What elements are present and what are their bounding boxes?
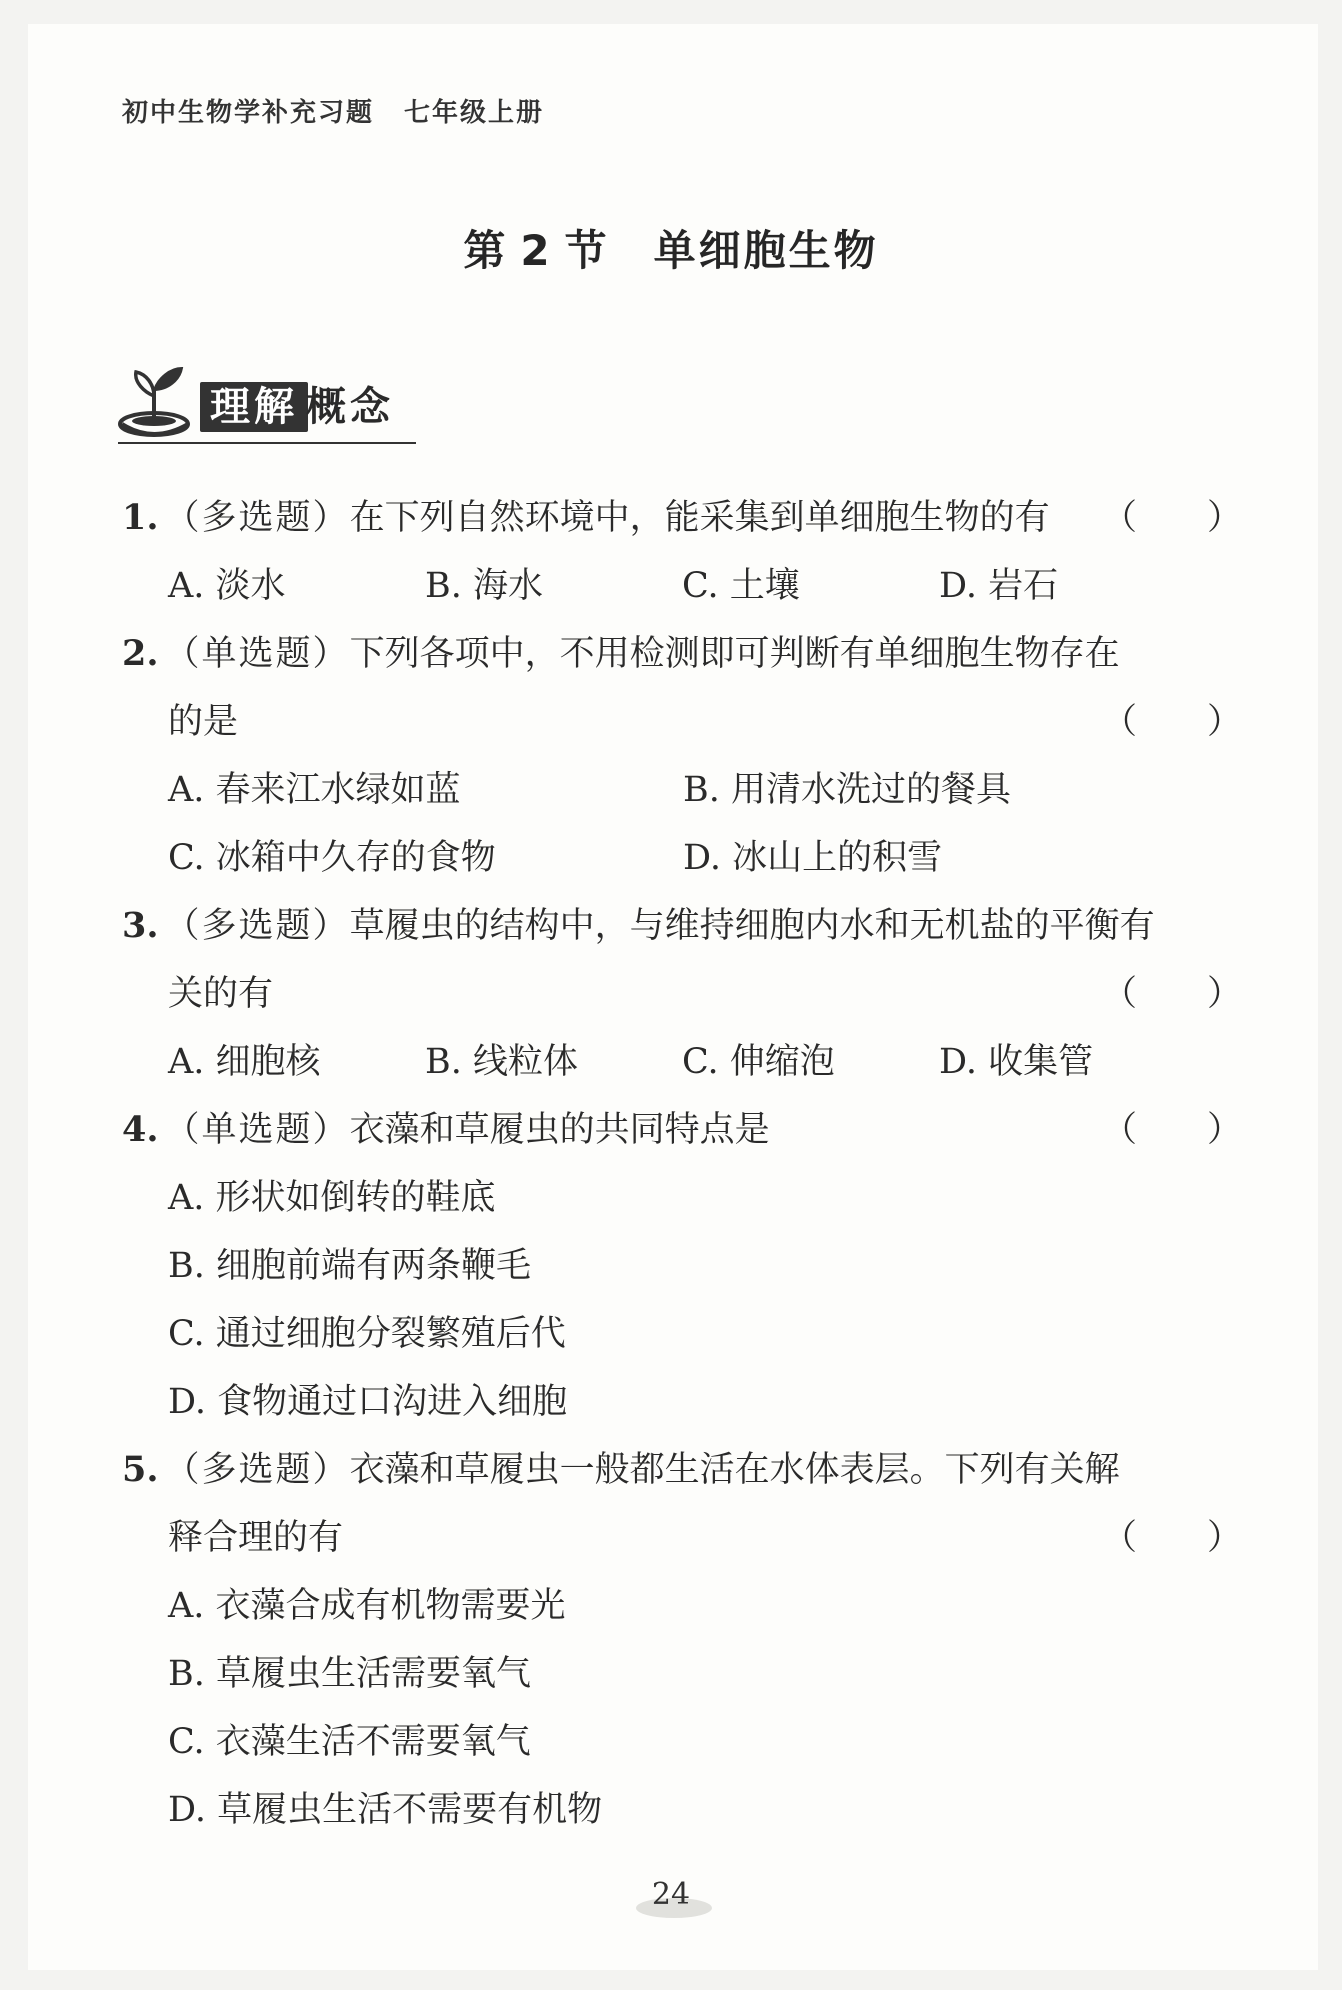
question-text: 释合理的有 [168, 1518, 344, 1558]
option-a: A. 细胞核 [168, 1042, 321, 1082]
badge-label-dark: 理解 [200, 382, 308, 432]
grade-label: 七年级上册 [404, 98, 545, 128]
section-name: 单细胞生物 [653, 226, 879, 275]
question-type: （多选题） [164, 906, 350, 946]
section-number: 2 [520, 226, 553, 275]
option-a: A. 淡水 [168, 566, 286, 606]
answer-blank: （ ） [1101, 702, 1242, 742]
option-b: B. 细胞前端有两条鞭毛 [168, 1246, 531, 1286]
option-b: B. 线粒体 [425, 1042, 578, 1082]
option-c: C. 衣藻生活不需要氧气 [168, 1722, 531, 1762]
option-b: B. 用清水洗过的餐具 [683, 770, 1011, 810]
option-b: B. 草履虫生活需要氧气 [168, 1654, 531, 1694]
question-number: 5. [122, 1449, 159, 1490]
answer-blank: （ ） [1101, 1518, 1242, 1558]
concept-badge [118, 362, 418, 448]
question-3-options [122, 1028, 1242, 1096]
section-suffix: 节 [564, 226, 610, 275]
badge-label-light: 概念 [306, 384, 394, 430]
question-text: 衣藻和草履虫的共同特点是 [349, 1110, 770, 1150]
badge-underline [118, 442, 416, 444]
question-number: 3. [122, 905, 159, 946]
question-3-stem-cont [122, 960, 1242, 1028]
option-c: C. 伸缩泡 [682, 1042, 835, 1082]
option-d: D. 冰山上的积雪 [683, 838, 943, 878]
question-type: （单选题） [164, 634, 350, 674]
question-2-options-row1 [122, 756, 1242, 824]
option-d: D. 收集管 [939, 1042, 1094, 1082]
question-5-stem [122, 1436, 1242, 1504]
seedling-in-dish-icon [118, 362, 198, 442]
question-2-stem [122, 620, 1242, 688]
option-a: A. 春来江水绿如蓝 [168, 770, 461, 810]
option-b: B. 海水 [425, 566, 543, 606]
section-prefix: 第 [463, 226, 509, 275]
answer-blank: （ ） [1101, 974, 1242, 1014]
option-c: C. 土壤 [682, 566, 800, 606]
option-d: D. 草履虫生活不需要有机物 [168, 1790, 603, 1830]
question-text: 关的有 [168, 974, 274, 1014]
question-number: 2. [122, 633, 159, 674]
option-a: A. 形状如倒转的鞋底 [168, 1178, 496, 1218]
question-4-stem [122, 1096, 1242, 1164]
question-2-stem-cont [122, 688, 1242, 756]
option-c: C. 冰箱中久存的食物 [168, 838, 496, 878]
question-text: 衣藻和草履虫一般都生活在水体表层。下列有关解 [349, 1450, 1120, 1490]
question-2-options-row2 [122, 824, 1242, 892]
question-3-stem [122, 892, 1242, 960]
question-1-stem [122, 484, 1242, 552]
question-number: 4. [122, 1109, 159, 1150]
book-title: 初中生物学补充习题 [122, 98, 375, 128]
question-number: 1. [122, 497, 159, 538]
option-d: D. 食物通过口沟进入细胞 [168, 1382, 568, 1422]
question-type: （多选题） [164, 1450, 350, 1490]
option-d: D. 岩石 [939, 566, 1059, 606]
running-header [122, 92, 544, 129]
question-text: 下列各项中，不用检测即可判断有单细胞生物存在 [349, 634, 1120, 674]
question-text: 的是 [168, 702, 239, 742]
question-list [122, 484, 1242, 1844]
question-5-stem-cont [122, 1504, 1242, 1572]
answer-blank: （ ） [1101, 1110, 1242, 1150]
answer-blank: （ ） [1101, 498, 1242, 538]
option-a: A. 衣藻合成有机物需要光 [168, 1586, 566, 1626]
question-1-options [122, 552, 1242, 620]
option-c: C. 通过细胞分裂繁殖后代 [168, 1314, 566, 1354]
question-type: （多选题） [164, 498, 350, 538]
page-number: 24 [651, 1877, 691, 1912]
question-text: 草履虫的结构中，与维持细胞内水和无机盐的平衡有 [349, 906, 1155, 946]
question-type: （单选题） [164, 1110, 350, 1150]
section-title [0, 218, 1342, 278]
question-text: 在下列自然环境中，能采集到单细胞生物的有 [349, 498, 1050, 538]
